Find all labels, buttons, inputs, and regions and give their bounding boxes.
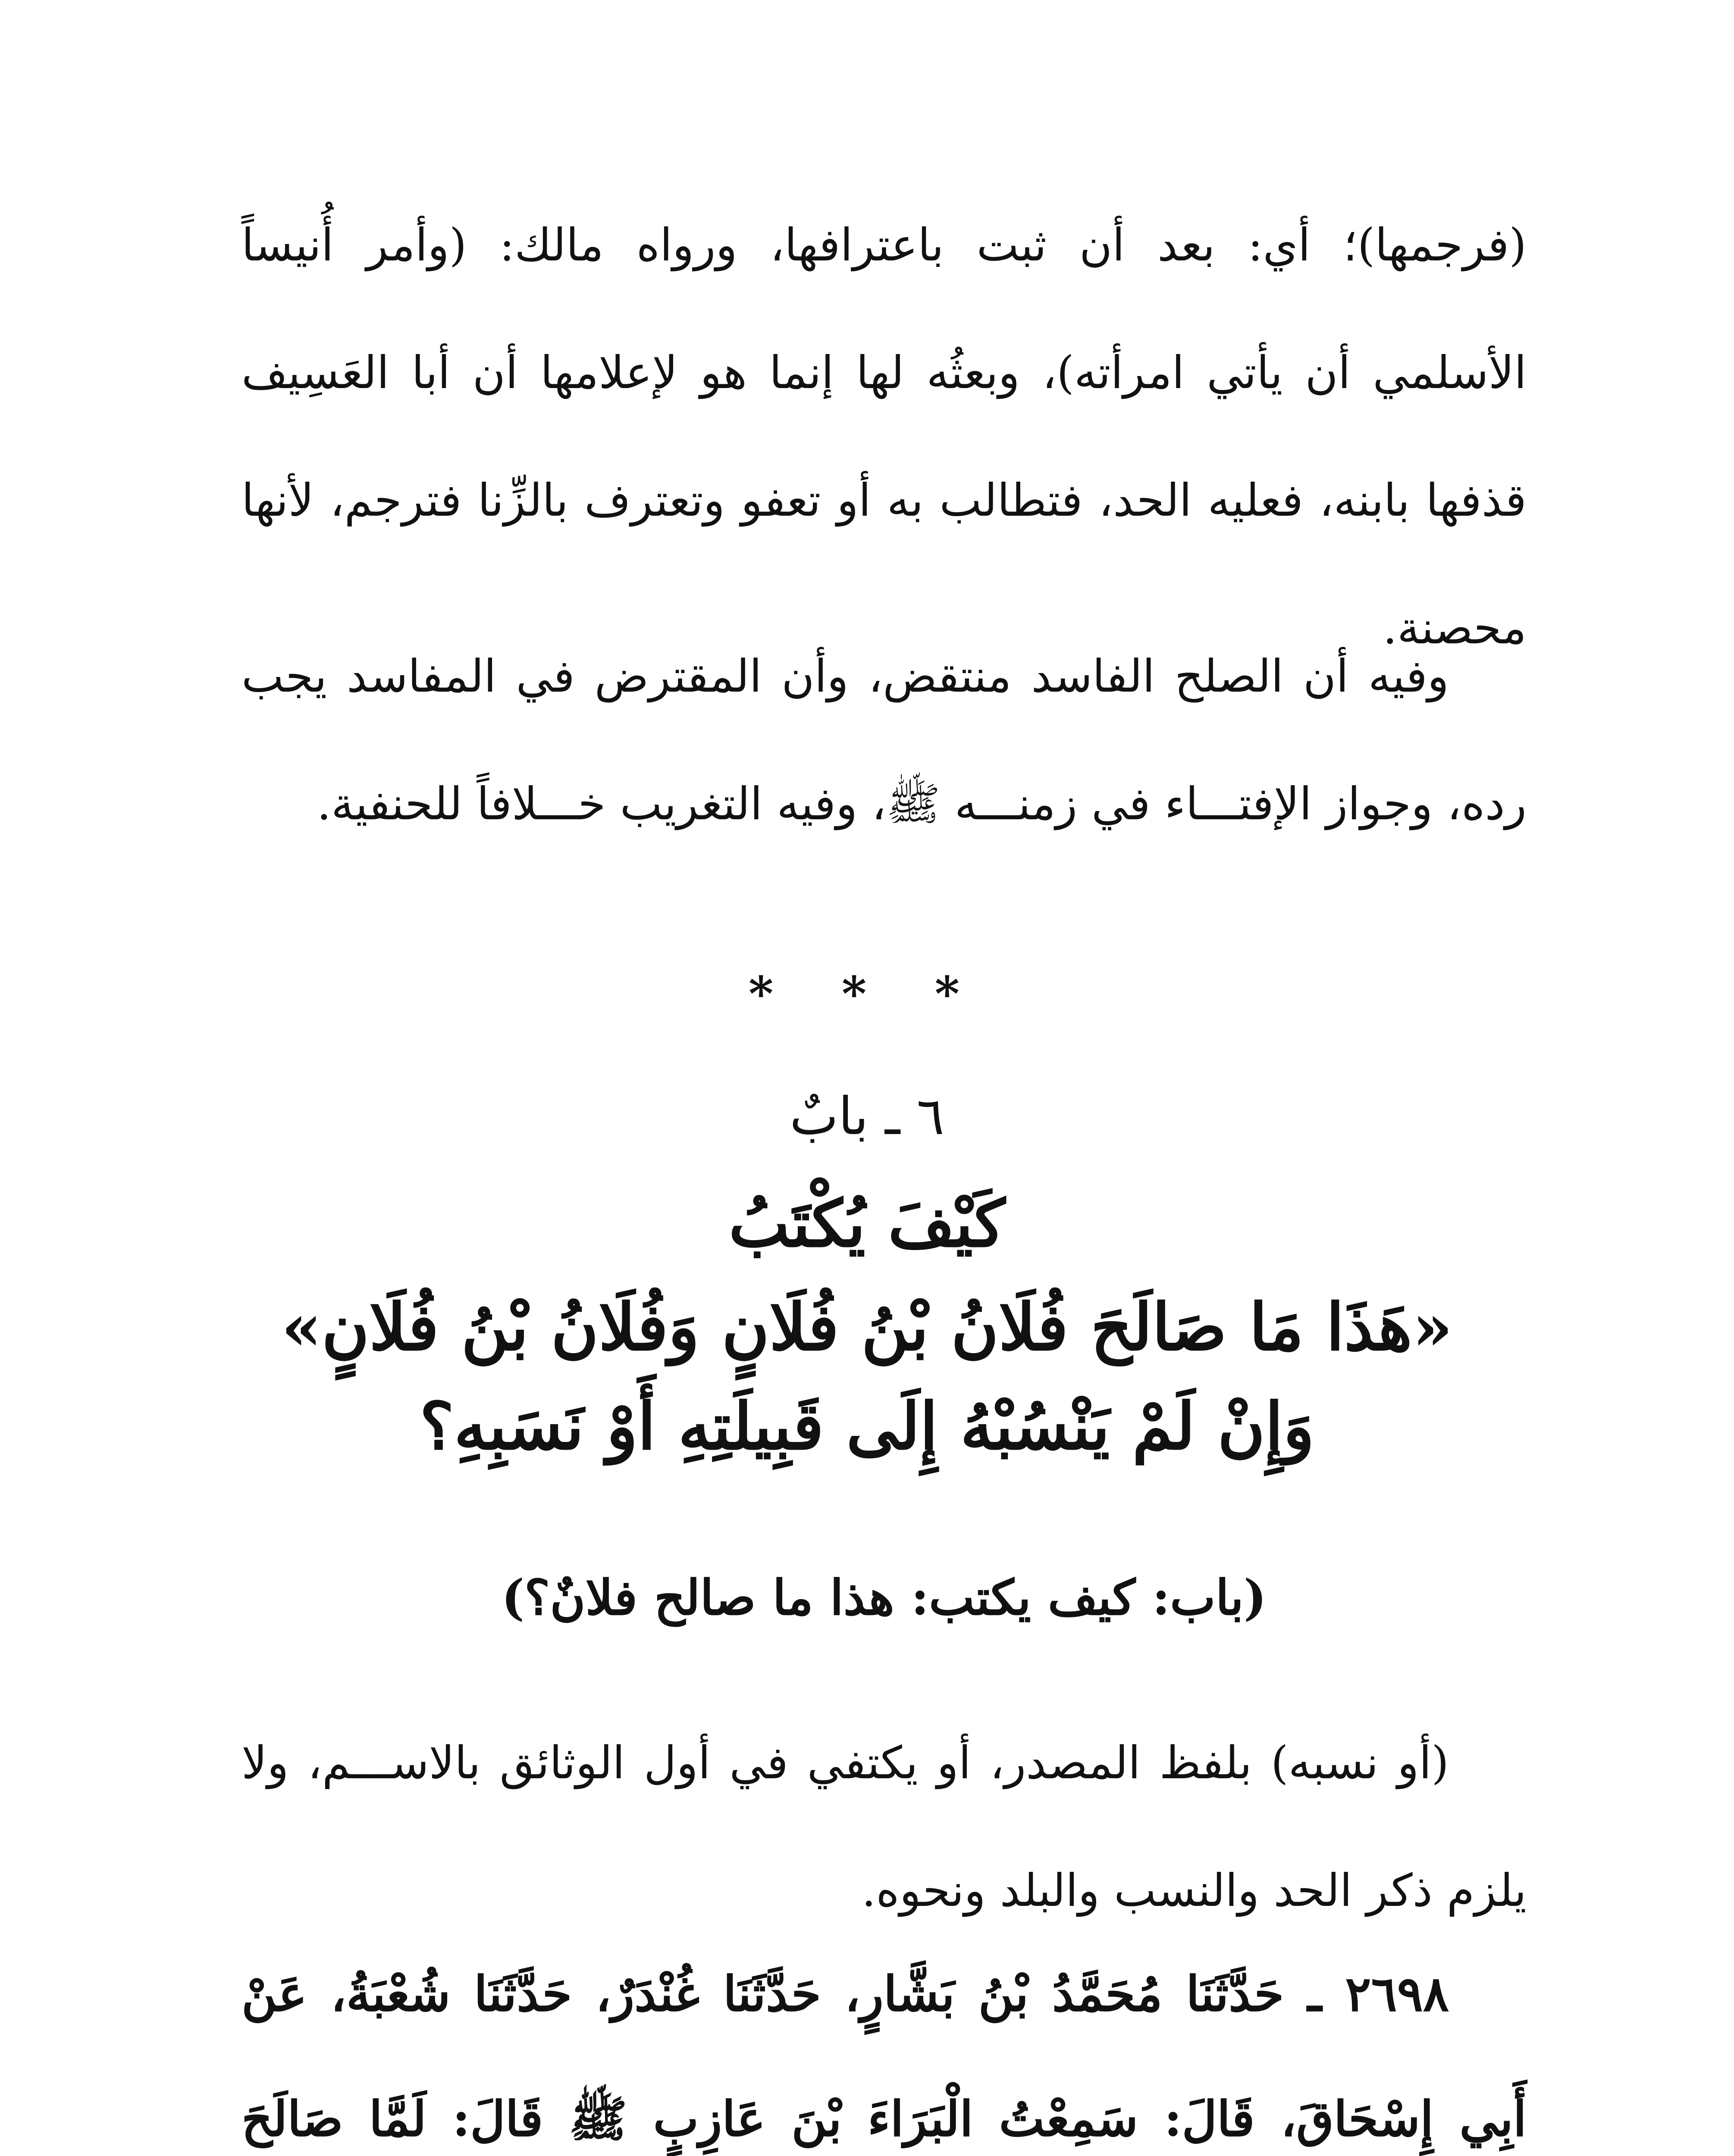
second-paragraph-block xyxy=(241,612,1527,868)
hadith-block xyxy=(241,1932,1527,2156)
commentary-heading: (باب: كيف يكتب: هذا ما صالح فلانٌ؟) xyxy=(501,1570,1267,1626)
chapter-title-line-2: «هَذَا مَا صَالَحَ فُلَانُ بْنُ فُلَانٍ وَفُلَانُ بْنُ فُلَانٍ» xyxy=(281,1289,1453,1365)
hadith-text: ٢٦٩٨ ـ حَدَّثَنَا مُحَمَّدُ بْنُ بَشَّارٍ، حَدَّثَنَا غُنْدَرٌ، حَدَّثَنَا شُعْبَةُ، عَنْ أَبِي إِسْحَاقَ، قَالَ: سَمِعْتُ الْبَرَاءَ بْنَ عَازِبٍ ﷺ قَالَ: لَمَّا صَالَحَ xyxy=(241,1966,1527,2147)
chapter-title-line-1: كَيْفَ يُكْتَبُ xyxy=(728,1186,1006,1262)
section-separator: * * * xyxy=(748,966,986,1022)
intro-paragraph: (فرجمها)؛ أي: بعد أن ثبت باعترافها، ورواه مالك: (وأمر أُنيساً الأسلمي أن يأتي امرأته)، وبعثُه لها إنما هو لإعلامها أن أبا العَسِيف قذفها بابنه، فعليه الحد، فتطالب به أو تعفو وتعترف بالزِّنا فترجم، لأنها محصنة. xyxy=(241,219,1527,654)
chapter-number: ٦ ـ بابٌ xyxy=(790,1087,944,1147)
commentary-paragraph: (أو نسبه) بلفظ المصدر، أو يكتفي في أول الوثائق بالاســـم، ولا يلزم ذكر الحد والنسب والبلد ونحوه. xyxy=(241,1736,1527,1917)
chapter-title-line-3: وَإِنْ لَمْ يَنْسُبْهُ إِلَى قَبِيلَتِهِ أَوْ نَسَبِهِ؟ xyxy=(420,1388,1314,1464)
commentary-block xyxy=(241,1699,1527,1954)
second-paragraph: وفيه أن الصلح الفاسد منتقض، وأن المقترض في المفاسد يجب رده، وجواز الإفتـــاء في زمنـــه ﷺ، وفيه التغريب خـــلافاً للحنفية. xyxy=(241,650,1527,830)
